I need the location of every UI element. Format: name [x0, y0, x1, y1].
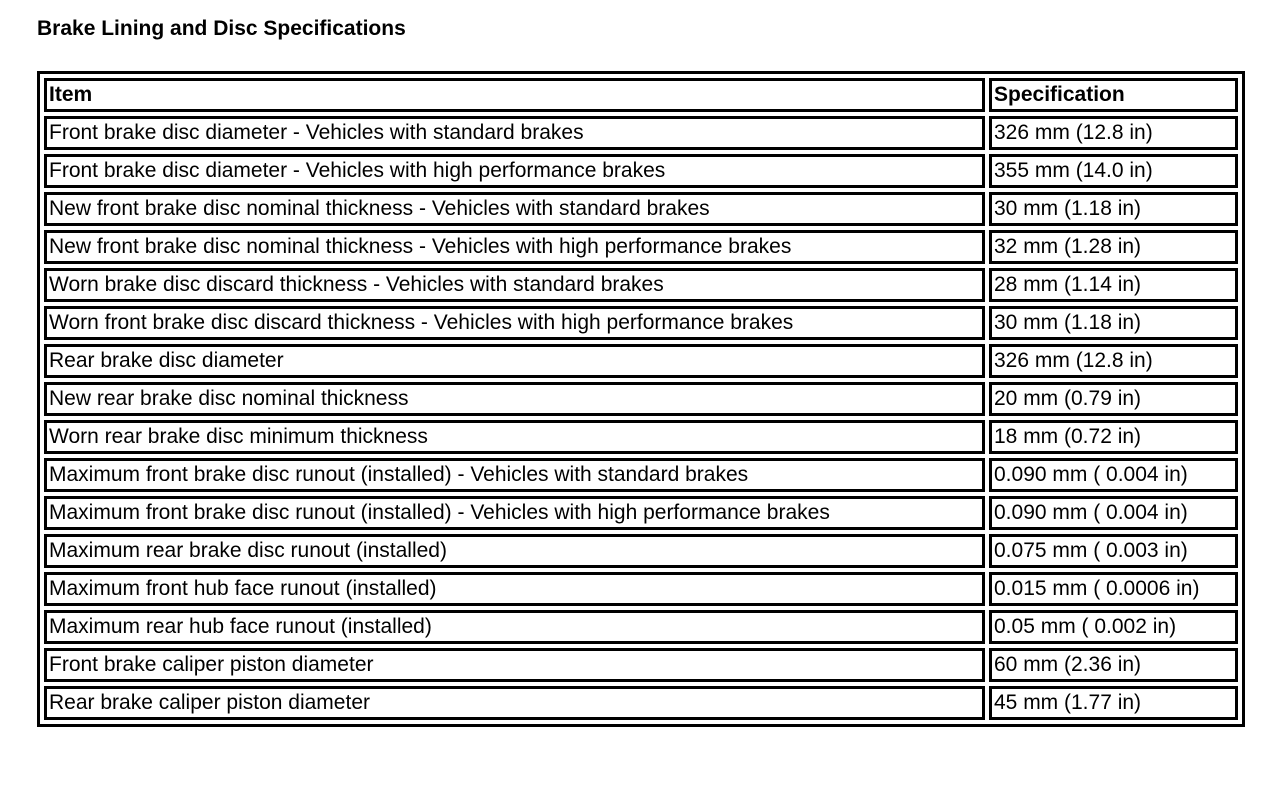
item-cell: Worn front brake disc discard thickness - Vehicles with high performance brakes [44, 306, 985, 340]
item-cell: Maximum front hub face runout (installed) [44, 572, 985, 606]
specification-cell: 0.090 mm ( 0.004 in) [989, 458, 1238, 492]
table-row [44, 496, 1238, 530]
item-cell: New rear brake disc nominal thickness [44, 382, 985, 416]
specification-cell: 0.090 mm ( 0.004 in) [989, 496, 1238, 530]
item-cell: Rear brake disc diameter [44, 344, 985, 378]
item-cell: Front brake caliper piston diameter [44, 648, 985, 682]
column-header-item: Item [44, 78, 985, 112]
item-cell: Front brake disc diameter - Vehicles with standard brakes [44, 116, 985, 150]
table-row [44, 686, 1238, 720]
table-row [44, 192, 1238, 226]
specifications-table [37, 71, 1245, 727]
table-row [44, 420, 1238, 454]
item-cell: Rear brake caliper piston diameter [44, 686, 985, 720]
table-row [44, 610, 1238, 644]
item-cell: Maximum front brake disc runout (installed) - Vehicles with standard brakes [44, 458, 985, 492]
specification-cell: 0.075 mm ( 0.003 in) [989, 534, 1238, 568]
table-row [44, 116, 1238, 150]
specification-cell: 355 mm (14.0 in) [989, 154, 1238, 188]
item-cell: Maximum rear brake disc runout (installed) [44, 534, 985, 568]
item-cell: New front brake disc nominal thickness - Vehicles with standard brakes [44, 192, 985, 226]
table-row [44, 344, 1238, 378]
page-title: Brake Lining and Disc Specifications [37, 17, 406, 40]
item-cell: Maximum rear hub face runout (installed) [44, 610, 985, 644]
specification-cell: 45 mm (1.77 in) [989, 686, 1238, 720]
specification-cell: 0.015 mm ( 0.0006 in) [989, 572, 1238, 606]
table-row [44, 572, 1238, 606]
specification-cell: 28 mm (1.14 in) [989, 268, 1238, 302]
column-header-specification: Specification [989, 78, 1238, 112]
table-row [44, 230, 1238, 264]
table-row [44, 382, 1238, 416]
specification-cell: 18 mm (0.72 in) [989, 420, 1238, 454]
specification-cell: 20 mm (0.79 in) [989, 382, 1238, 416]
table-row [44, 458, 1238, 492]
specification-cell: 32 mm (1.28 in) [989, 230, 1238, 264]
specification-cell: 326 mm (12.8 in) [989, 344, 1238, 378]
table-body [44, 116, 1238, 720]
specification-cell: 326 mm (12.8 in) [989, 116, 1238, 150]
item-cell: Worn rear brake disc minimum thickness [44, 420, 985, 454]
specification-cell: 30 mm (1.18 in) [989, 192, 1238, 226]
table-header-row [44, 78, 1238, 112]
item-cell: Worn brake disc discard thickness - Vehicles with standard brakes [44, 268, 985, 302]
item-cell: Front brake disc diameter - Vehicles with high performance brakes [44, 154, 985, 188]
item-cell: New front brake disc nominal thickness - Vehicles with high performance brakes [44, 230, 985, 264]
table-row [44, 534, 1238, 568]
specification-cell: 0.05 mm ( 0.002 in) [989, 610, 1238, 644]
table-row [44, 154, 1238, 188]
table-row [44, 268, 1238, 302]
item-cell: Maximum front brake disc runout (installed) - Vehicles with high performance brakes [44, 496, 985, 530]
specification-cell: 60 mm (2.36 in) [989, 648, 1238, 682]
table-row [44, 306, 1238, 340]
table-row [44, 648, 1238, 682]
specification-cell: 30 mm (1.18 in) [989, 306, 1238, 340]
